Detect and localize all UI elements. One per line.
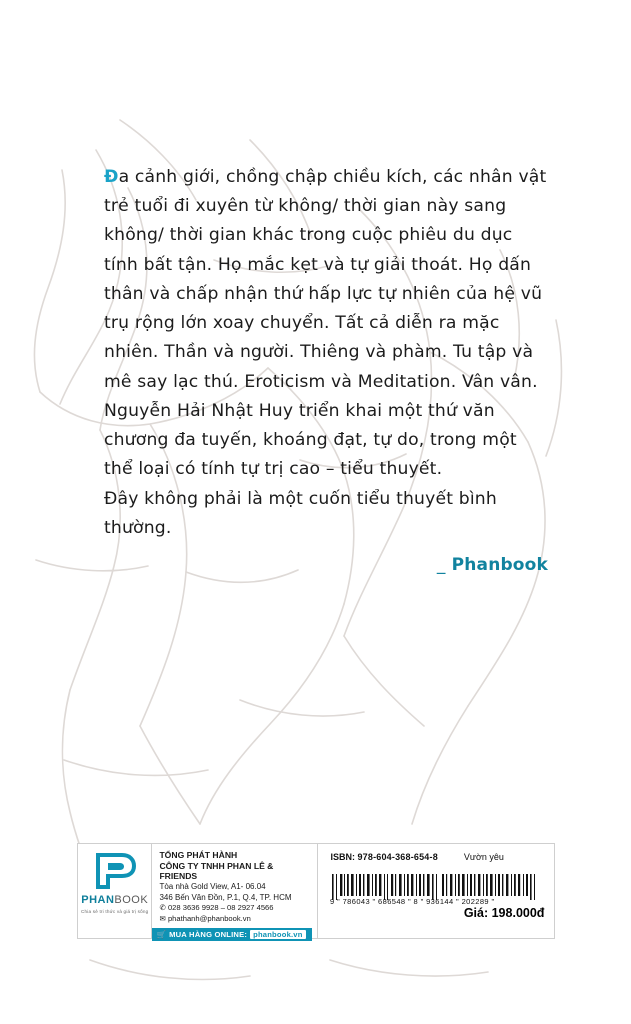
barcode: [330, 878, 546, 904]
publisher-details-cell: [152, 844, 318, 938]
logo-word-primary: PHAN: [81, 894, 115, 906]
blurb-signature: [104, 551, 548, 580]
logo-word-secondary: BOOK: [114, 894, 149, 906]
publisher-address-line-1: Tòa nhà Gold View, A1- 06.04: [159, 882, 266, 892]
publisher-address-line-2: 346 Bến Vân Đồn, P.1, Q.4, TP. HCM: [159, 892, 292, 902]
isbn-label-value: [330, 852, 437, 862]
publisher-email-value: phathanh@phanbook.vn: [167, 913, 251, 923]
price-label: Giá:: [463, 906, 489, 920]
isbn-cell: [318, 844, 556, 938]
blurb-paragraph-2: Nguyễn Hải Nhật Huy triển khai một thứ văn chương đa tuyến, khoáng đạt, tự do, trong một thể loại có tính tự trị cao – tiểu thuyết.: [104, 400, 517, 480]
isbn-label: ISBN:: [330, 852, 355, 862]
mail-icon: ✉: [159, 913, 166, 923]
publisher-company-name: CÔNG TY TNHH PHAN LÊ & FRIENDS: [159, 860, 274, 882]
cart-icon: 🛒: [156, 929, 167, 939]
publisher-email-line: [159, 914, 312, 924]
barcode-digits-text: 9 " 786043 " 686548 " 8 " 936144 " 202289 ": [330, 897, 495, 904]
logo-tagline: Chia sẻ tri thức và giá trị sống: [81, 909, 149, 914]
logo-wordmark: [81, 894, 148, 906]
blurb-paragraph-3: Đây không phải là một cuốn tiểu thuyết bình thường.: [104, 488, 497, 538]
price-row: [330, 906, 546, 920]
barcode-bars: [330, 874, 546, 904]
signature-name: Phanbook: [451, 555, 548, 576]
blurb-paragraph-1-text: a cảnh giới, chồng chập chiều kích, các nhân vật trẻ tuổi đi xuyên từ không/ thời gian này sang không/ thời gian khác trong cuộc phiêu du dục tính bất tận. Họ mắc kẹt và tự giải thoát. Họ dấn thân và chấp nhận thứ hấp lực tự nhiên của hệ vũ trụ rộng lớn xoay chuyển. Tất cả diễn ra mặc nhiên. Thần và người. Thiêng và phàm. Tu tập và mê say lạc thú. Eroticism và Meditation. Vân vân.: [104, 167, 547, 392]
phone-icon: ✆: [159, 903, 166, 913]
phanbook-logo-icon: [92, 851, 138, 891]
isbn-row: [330, 852, 546, 862]
order-online-strip[interactable]: [152, 928, 312, 941]
isbn-value: 978-604-368-654-8: [357, 852, 438, 862]
back-cover-blurb: [104, 163, 548, 580]
book-series-label: Vườn yêu: [463, 852, 504, 862]
blurb-paragraph-1: [104, 163, 548, 397]
order-online-site[interactable]: phanbook.vn: [250, 930, 305, 939]
blurb-dropcap: Đ: [104, 167, 119, 187]
publisher-logo-cell: [78, 844, 152, 938]
price-value: 198.000đ: [491, 906, 545, 920]
publisher-distribution-label: TỔNG PHÁT HÀNH: [159, 850, 238, 860]
publisher-info-bar: [77, 843, 555, 939]
signature-dash: _: [436, 555, 446, 576]
order-online-label: MUA HÀNG ONLINE:: [169, 929, 248, 939]
publisher-phone-value: 028 3636 9928 – 08 2927 4566: [167, 903, 274, 913]
publisher-phone-line: [159, 903, 312, 913]
